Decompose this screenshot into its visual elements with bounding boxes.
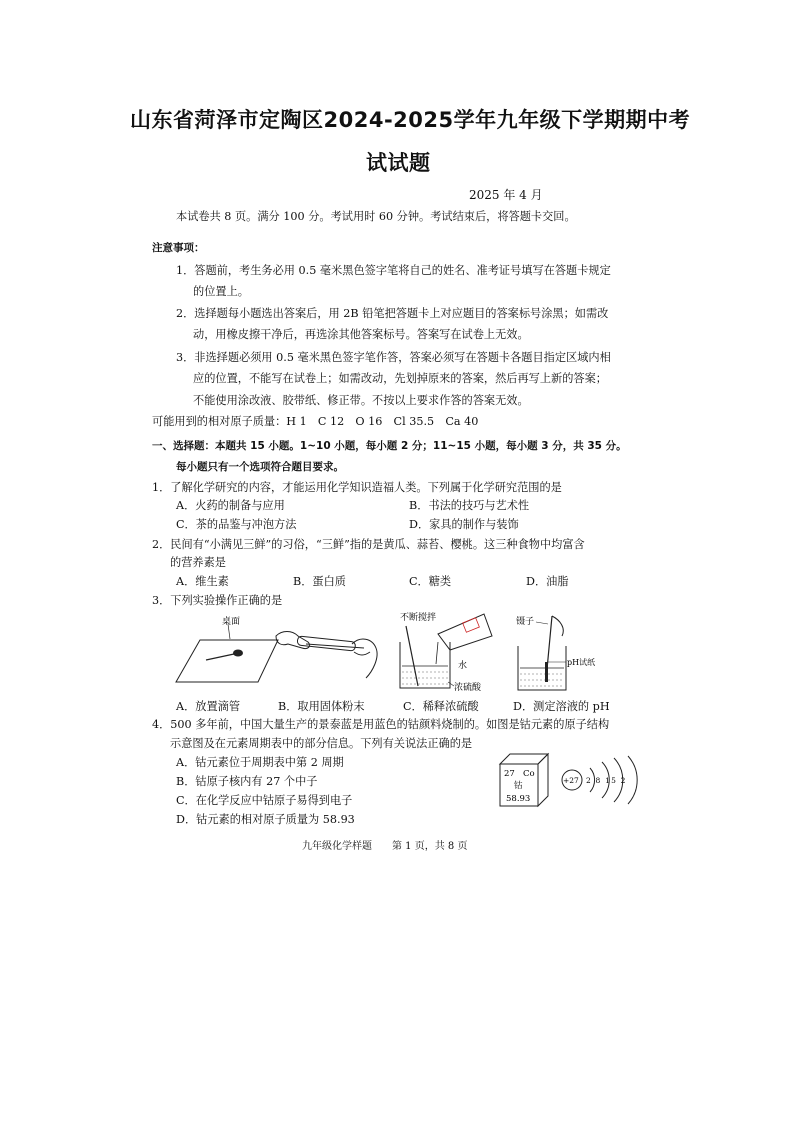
reagent-bottle bbox=[438, 614, 492, 650]
q1-option-b: B．书法的技巧与艺术性 bbox=[409, 499, 530, 512]
q3-figure-a-dropper-on-desk bbox=[170, 612, 280, 692]
q3-stem: 3．下列实验操作正确的是 bbox=[152, 594, 283, 607]
q2-option-a: A．维生素 bbox=[176, 575, 229, 588]
shell-4 bbox=[628, 756, 637, 804]
note-3-line3: 不能使用涂改液、胶带纸、修正带。不按以上要求作答的答案无效。 bbox=[193, 394, 529, 407]
atomic-mass: 58.93 bbox=[506, 794, 531, 804]
q4-option-d: D．钴元素的相对原子质量为 58.93 bbox=[176, 813, 355, 826]
q3-option-d: D．测定溶液的 pH bbox=[513, 700, 610, 713]
beaker bbox=[400, 642, 450, 688]
tweezers-pointer bbox=[536, 622, 548, 624]
q2-option-d: D．油脂 bbox=[526, 575, 569, 588]
label-water: 水 bbox=[458, 661, 468, 671]
q3-figure-c-dilute-acid bbox=[388, 606, 500, 694]
q4-stem-line2: 示意图及在元素周期表中的部分信息。下列有关说法正确的是 bbox=[170, 737, 473, 750]
exam-date: 2025 年 4 月 bbox=[469, 188, 543, 202]
note-3-line2: 应的位置，不能写在试卷上；如需改动，先划掉原来的答案，然后再写上新的答案； bbox=[193, 372, 607, 385]
q3-option-a: A．放置滴管 bbox=[176, 700, 241, 713]
right-fingers bbox=[354, 652, 370, 655]
q2-option-b: B．蛋白质 bbox=[293, 575, 346, 588]
q3-option-b: B．取用固体粉末 bbox=[278, 700, 365, 713]
q1-stem: 1．了解化学研究的内容，才能运用化学知识造福人类。下列属于化学研究范围的是 bbox=[152, 481, 562, 494]
label-ph-paper: pH试纸 bbox=[567, 658, 596, 667]
bottle-label bbox=[463, 618, 480, 633]
label-desk: 桌面 bbox=[222, 617, 241, 627]
cell-side-face bbox=[538, 754, 548, 806]
q1-option-c: C．茶的品鉴与冲泡方法 bbox=[176, 518, 297, 531]
note-1-line2: 的位置上。 bbox=[193, 285, 249, 298]
q4-option-a: A．钴元素位于周期表中第 2 周期 bbox=[176, 756, 344, 769]
atomic-number: 27 bbox=[504, 769, 515, 779]
element-name: 钴 bbox=[514, 781, 523, 791]
q3-option-c: C．稀释浓硫酸 bbox=[403, 700, 479, 713]
hand bbox=[552, 616, 563, 636]
glass-rod bbox=[406, 626, 418, 686]
q1-option-a: A．火药的制备与应用 bbox=[176, 499, 285, 512]
electron-counts: 2 8 15 2 bbox=[586, 776, 627, 785]
element-symbol: Co bbox=[523, 769, 535, 779]
q2-stem-line2: 的营养素是 bbox=[170, 556, 226, 569]
q2-stem-line1: 2．民间有“小满见三鲜”的习俗，“三鲜”指的是黄瓜、蒜苔、樱桃。这三种食物中均富含 bbox=[152, 538, 585, 551]
liquid-pattern-d bbox=[520, 674, 564, 686]
notes-heading: 注意事项： bbox=[152, 242, 205, 254]
q3-figure-d-measure-ph bbox=[508, 610, 604, 696]
atomic-masses: 可能用到的相对原子质量：H 1 C 12 O 16 Cl 35.5 Ca 40 bbox=[152, 415, 479, 428]
q1-option-d: D．家具的制作与装饰 bbox=[409, 518, 519, 531]
note-1-line1: 1．答题前，考生务必用 0.5 毫米黑色签字笔将自己的姓名、准考证号填写在答题卡规定 bbox=[176, 264, 611, 277]
ph-paper bbox=[545, 662, 548, 682]
cobalt-element-cell bbox=[498, 752, 550, 808]
intro-text: 本试卷共 8 页。满分 100 分。考试用时 60 分钟。考试结束后，将答题卡交回。 bbox=[176, 210, 576, 223]
cobalt-atom-structure bbox=[560, 752, 650, 808]
dropper-tube bbox=[206, 654, 234, 660]
q4-stem-line1: 4．500 多年前，中国大量生产的景泰蓝是用蓝色的钴颜料烧制的。如图是钴元素的原子结构 bbox=[152, 718, 610, 731]
section1-line1: 一、选择题：本题共 15 小题。1~10 小题，每小题 2 分；11~15 小题，每小题 3 分，共 35 分。 bbox=[152, 440, 627, 452]
label-tweezers: 镊子 bbox=[516, 617, 535, 627]
desk-surface bbox=[176, 640, 278, 682]
page-footer: 九年级化学样题 第 1 页，共 8 页 bbox=[302, 841, 468, 852]
note-2-line1: 2．选择题每小题选出答案后，用 2B 铅笔把答题卡上对应题目的答案标号涂黑；如需改 bbox=[176, 307, 609, 320]
page-title-line2: 试试题 bbox=[366, 151, 431, 175]
q4-option-b: B．钴原子核内有 27 个中子 bbox=[176, 775, 318, 788]
page-title-line1: 山东省菏泽市定陶区2024-2025学年九年级下学期期中考 bbox=[130, 108, 691, 132]
section1-line2: 每小题只有一个选项符合题目要求。 bbox=[176, 461, 344, 473]
q4-option-c: C．在化学反应中钴原子易得到电子 bbox=[176, 794, 353, 807]
right-hand bbox=[352, 639, 377, 678]
note-2-line2: 动，用橡皮擦干净后，再选涂其他答案标号。答案写在试卷上无效。 bbox=[193, 328, 529, 341]
dropper-bulb bbox=[233, 650, 243, 657]
cell-top-face bbox=[500, 754, 548, 764]
label-stirring: 不断搅拌 bbox=[400, 613, 437, 623]
q3-figure-b-solid-powder bbox=[268, 622, 386, 684]
liquid-pattern bbox=[402, 672, 448, 684]
q2-option-c: C．糖类 bbox=[409, 575, 452, 588]
pour-stream bbox=[436, 642, 438, 664]
note-3-line1: 3．非选择题必须用 0.5 毫米黑色签字笔作答，答案必须写在答题卡各题目指定区域内相 bbox=[176, 351, 611, 364]
label-concentrated-acid: 浓硫酸 bbox=[454, 683, 482, 693]
nuclear-charge: +27 bbox=[563, 776, 579, 785]
